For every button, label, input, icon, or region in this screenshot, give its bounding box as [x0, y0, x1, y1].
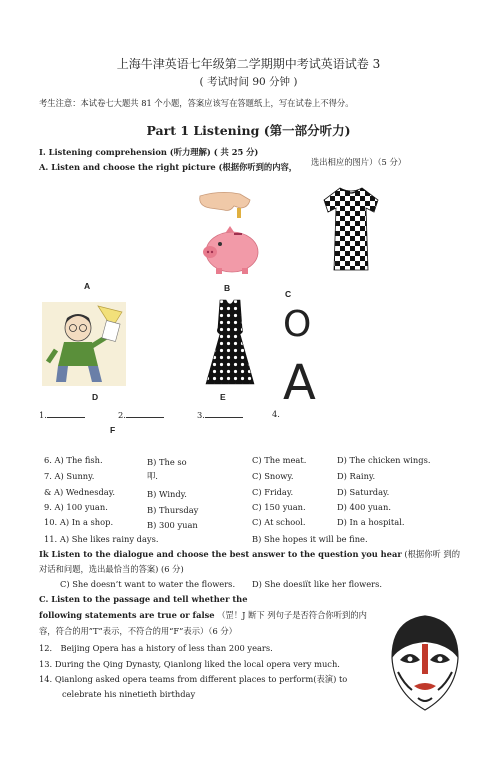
answer-blank-2-label: 2.	[118, 410, 126, 420]
section-c-instruction-cont: 容，符合的用”T”表示，不符合的用“F”表示）（6 分）	[39, 626, 237, 636]
q8-d: D) Saturday.	[337, 487, 390, 497]
section-b-instruction-cont: 对话和问题，选出最恰当的答案) (6 分)	[39, 564, 184, 574]
q9-d: D) 400 yuan.	[337, 502, 391, 512]
answer-line-1[interactable]	[47, 409, 85, 418]
statement-14: 14. Qianlong asked opera teams from different places to perform(表演) to	[39, 674, 348, 684]
statement-14-cont: celebrate his ninetieth birthday	[62, 689, 196, 699]
picture-label-f: F	[110, 425, 116, 435]
q8-c: C) Friday.	[252, 487, 294, 497]
q7-d: D) Rainy.	[337, 471, 376, 481]
q9-c: C) 150 yuan.	[252, 502, 306, 512]
statement-12: 12． Beijing Opera has a history of less than 200 years.	[39, 643, 273, 653]
section-c-heading: C. Listen to the passage and tell whether the	[39, 594, 248, 604]
part1-heading: Part 1 Listening (第一部分听力)	[146, 123, 351, 138]
section-b-instruction-en: Ik Listen to the dialogue and choose the best answer to the question you hear	[39, 549, 402, 559]
q11-a: 11. A) She likes rainy days.	[44, 534, 159, 544]
q6-b-cont: 叩.	[147, 471, 158, 481]
section-b-instruction-cn: (根据你听 到的	[404, 549, 461, 559]
q6-a: 6. A) The fish.	[44, 455, 103, 465]
section-b-option-c: C) She doesn’t want to water the flowers.	[60, 579, 236, 589]
section-1-heading: I. Listening comprehension (听力理解) ( 共 25 分)	[39, 147, 259, 157]
picture-label-e: E	[220, 392, 226, 402]
q11-b: B) She hopes it will be fine.	[252, 534, 368, 544]
picture-label-a: A	[84, 281, 91, 291]
cartoon-boy-picture	[42, 302, 126, 386]
answer-blank-1-label: 1.	[39, 410, 47, 420]
q8-b: B) Windy.	[147, 489, 187, 499]
q6-b: B) The so	[147, 457, 187, 467]
picture-label-b: B	[224, 283, 231, 293]
section-c-instruction	[39, 610, 367, 621]
answer-blank-3[interactable]	[197, 409, 243, 421]
answer-blank-3-label: 3.	[197, 410, 205, 420]
exam-title: 上海牛津英语七年级第二学期期中考试英语试卷 3	[116, 57, 381, 71]
q7-a: 7. A) Sunny.	[44, 471, 95, 481]
section-b-option-d: D) She doesiït like her flowers.	[252, 579, 382, 589]
glyph-a: A	[283, 355, 316, 411]
q6-c: C) The meat.	[252, 455, 307, 465]
section-c-instruction-en: following statements are true or false	[39, 610, 215, 620]
q10-d: D) In a hospital.	[337, 517, 405, 527]
section-c-instruction-cn: （罡！J 断下 列句子是否符合你听到的内	[217, 610, 367, 620]
polka-dot-dress-picture	[204, 298, 256, 386]
q8-a: & A) Wednesday.	[44, 487, 115, 497]
glyph-o: O	[283, 304, 312, 345]
q10-a: 10. A) In a shop.	[44, 517, 114, 527]
opera-mask-picture	[388, 614, 462, 712]
q9-b: B) Thursday	[147, 505, 199, 515]
q10-b: B) 300 yuan	[147, 520, 198, 530]
q7-c: C) Snowy.	[252, 471, 294, 481]
exam-time: ( 考试时间 90 分钟 )	[199, 76, 298, 88]
q10-c: C) At school.	[252, 517, 306, 527]
section-a-instruction: A. Listen and choose the right picture (根据你听到的内容，	[39, 162, 298, 172]
answer-blank-2[interactable]	[118, 409, 164, 421]
answer-blank-4-label: 4.	[272, 409, 280, 419]
answer-line-3[interactable]	[205, 409, 243, 418]
checkered-dress-picture	[320, 186, 382, 272]
exam-notice: 考生注意：本试卷七大题共 81 个小题，答案应该写在答题纸上，写在试卷上不得分。	[39, 98, 354, 108]
statement-13: 13. During the Qing Dynasty, Qianlong liked the local opera very much.	[39, 659, 340, 669]
q6-d: D) The chicken wings.	[337, 455, 431, 465]
picture-label-d: D	[92, 392, 99, 402]
answer-blank-1[interactable]	[39, 409, 85, 421]
section-a-instruction-cont: 选出相应的图片）（5 分）	[311, 157, 407, 167]
picture-label-c: C	[285, 289, 292, 299]
piggy-bank-picture	[190, 186, 270, 278]
answer-line-2[interactable]	[126, 409, 164, 418]
section-b-instruction	[39, 549, 460, 560]
q9-a: 9. A) 100 yuan.	[44, 502, 108, 512]
